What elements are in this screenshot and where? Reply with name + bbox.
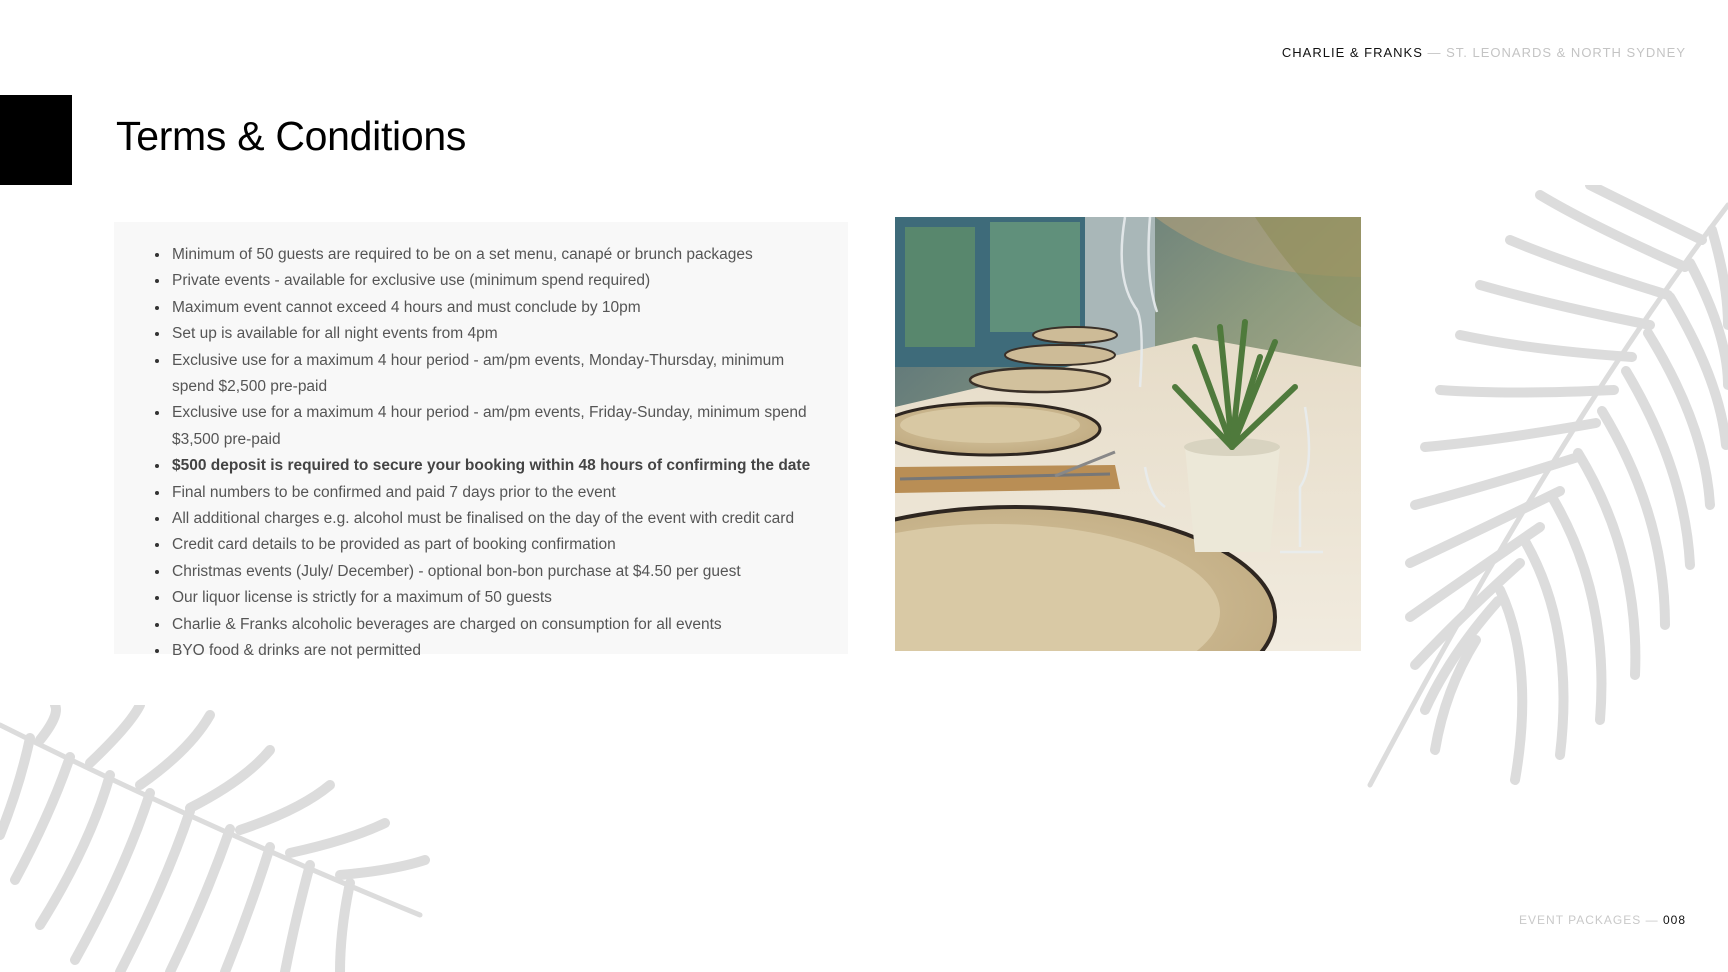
list-item: • Our liquor license is strictly for a maximum of 50 guests <box>170 585 828 611</box>
page-number: 008 <box>1662 913 1686 927</box>
list-item: • Minimum of 50 guests are required to be on a set menu, canapé or brunch packages <box>170 242 828 268</box>
page-title: Terms & Conditions <box>116 113 467 159</box>
palm-leaf-icon <box>0 705 430 972</box>
list-item: • Maximum event cannot exceed 4 hours and must conclude by 10pm <box>170 295 828 321</box>
footer-separator: — <box>1645 913 1659 927</box>
header-separator: — <box>1427 45 1442 60</box>
list-item: • Private events - available for exclusive use (minimum spend required) <box>170 268 828 294</box>
list-item: • $500 deposit is required to secure your booking within 48 hours of confirming the date <box>170 453 828 479</box>
terms-list <box>154 242 828 665</box>
header-brand <box>1282 45 1686 60</box>
accent-block <box>0 95 72 185</box>
palm-leaf-icon <box>1330 185 1728 795</box>
brand-location: ST. LEONARDS & NORTH SYDNEY <box>1446 45 1686 60</box>
footer <box>1519 913 1686 927</box>
list-item: • Set up is available for all night events from 4pm <box>170 321 828 347</box>
list-item: • Final numbers to be confirmed and paid 7 days prior to the event <box>170 480 828 506</box>
list-item: • BYO food & drinks are not permitted <box>170 638 828 664</box>
list-item: • Christmas events (July/ December) - optional bon-bon purchase at $4.50 per guest <box>170 559 828 585</box>
list-item: • Exclusive use for a maximum 4 hour period - am/pm events, Friday-Sunday, minimum spend $3,500 pre-paid <box>170 400 828 453</box>
footer-label: EVENT PACKAGES <box>1519 913 1642 927</box>
list-item: • Exclusive use for a maximum 4 hour period - am/pm events, Monday-Thursday, minimum spend $2,500 pre-paid <box>170 348 828 401</box>
event-table-photo <box>895 217 1361 651</box>
brand-name: CHARLIE & FRANKS <box>1281 45 1423 60</box>
terms-panel <box>114 222 848 660</box>
list-item: • Charlie & Franks alcoholic beverages are charged on consumption for all events <box>170 612 828 638</box>
list-item: • Credit card details to be provided as part of booking confirmation <box>170 532 828 558</box>
list-item: • All additional charges e.g. alcohol must be finalised on the day of the event with credit card <box>170 506 828 532</box>
